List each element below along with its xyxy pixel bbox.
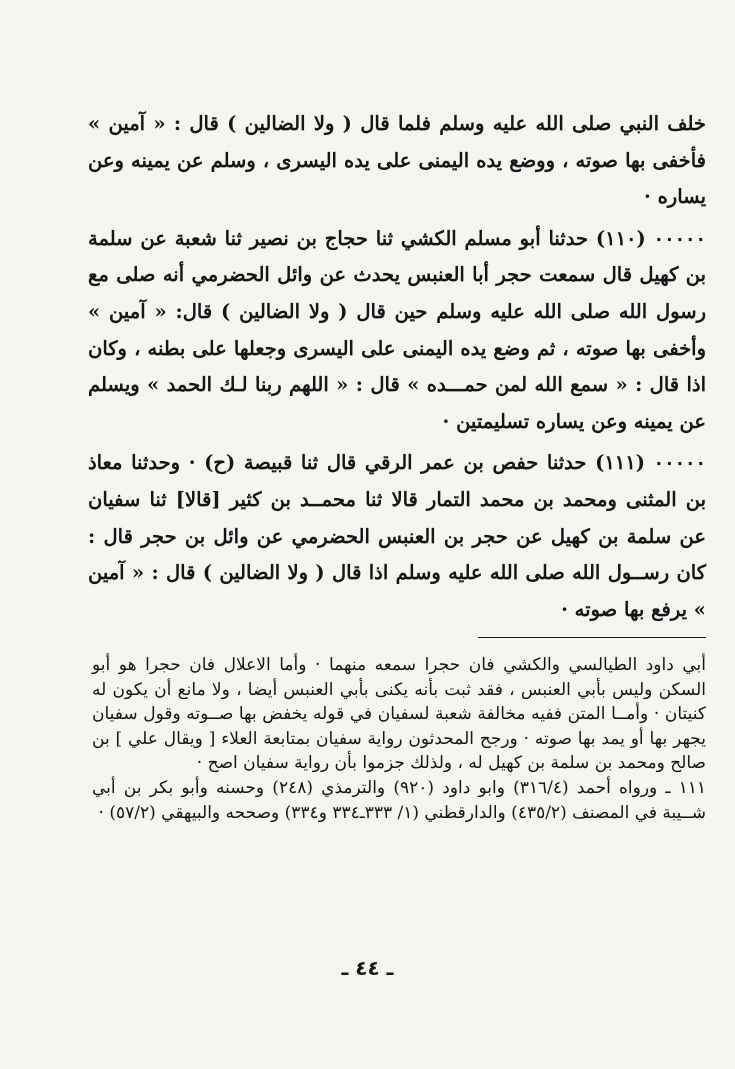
main-text xyxy=(88,106,706,628)
footnote-continued: أبي داود الطيالسي والكشي فان حجرا سمعه منهما · وأما الاعلال فان حجرا هو أبو السكن وليس بأبي العنبس ، فقد ثبت بأنه يكنى بأبي العنبس أيضا ، ولا مانع أن يكون له كنيتان · وأمــا المتن ففيه مخالفة شعبة لسفيان في قوله يخفض بها صــوته وقول سفيان يجهر بها أو يمد بها صوته · ورجح المحدثون رواية سفيان بمتابعة العلاء [ ويقال علي ] بن صالح ومحمد بن سلمة بن كهيل له ، ولذلك جزموا بأن رواية سفيان اصح · xyxy=(92,655,706,774)
footnotes xyxy=(92,653,706,825)
footnote-divider xyxy=(478,637,706,638)
hadith-110: ٠٠٠٠٠ (١١٠) حدثنا أبو مسلم الكشي ثنا حجاج بن نصير ثنا شعبة عن سلمة بن كهيل قال سمعت حجر أبا العنبس يحدث عن وائل الحضرمي أنه صلى مع رسول الله صلى الله عليه وسلم حين قال ( ولا الضالين ) قال: « آمين » وأخفى بها صوته ، ثم وضع يده اليمنى على اليسرى وجعلها على بطنه ، وكان اذا قال : « سمع الله لمن حمـــده » قال : « اللهم ربنا لـك الحمد » ويسلم عن يمينه وعن يساره تسليمتين · xyxy=(88,226,706,433)
hadith-text-continued: خلف النبي صلى الله عليه وسلم فلما قال ( ولا الضالين ) قال : « آمين » فأخفى بها صوته ، ووضع يده اليمنى على يده اليسرى ، وسلم عن يمينه وعن يساره · xyxy=(88,112,706,209)
footnote-111: ١١١ ـ ورواه أحمد (٣١٦/٤) وابو داود (٩٢٠) والترمذي (٢٤٨) وحسنه وأبو بكر بن أبي شــيبة في المصنف (٤٣٥/٢) والدارقطني (١/ ٣٣٣ـ٣٣٤ و٣٣٤) وصححه والبيهقي (٥٧/٢) · xyxy=(92,777,707,823)
page-number: ـ ٤٤ ـ xyxy=(341,956,394,980)
hadith-111: ٠٠٠٠٠ (١١١) حدثنا حفص بن عمر الرقي قال ثنا قبيصة (ح) · وحدثنا معاذ بن المثنى ومحمد بن محمد التمار قالا ثنا محمــد بن كثير [قالا] ثنا سفيان عن سلمة بن كهيل عن حجر بن العنبس الحضرمي عن وائل بن حجر قال : كان رســول الله صلى الله عليه وسلم اذا قال ( ولا الضالين ) قال : « آمين » يرفع بها صوته · xyxy=(88,451,706,621)
